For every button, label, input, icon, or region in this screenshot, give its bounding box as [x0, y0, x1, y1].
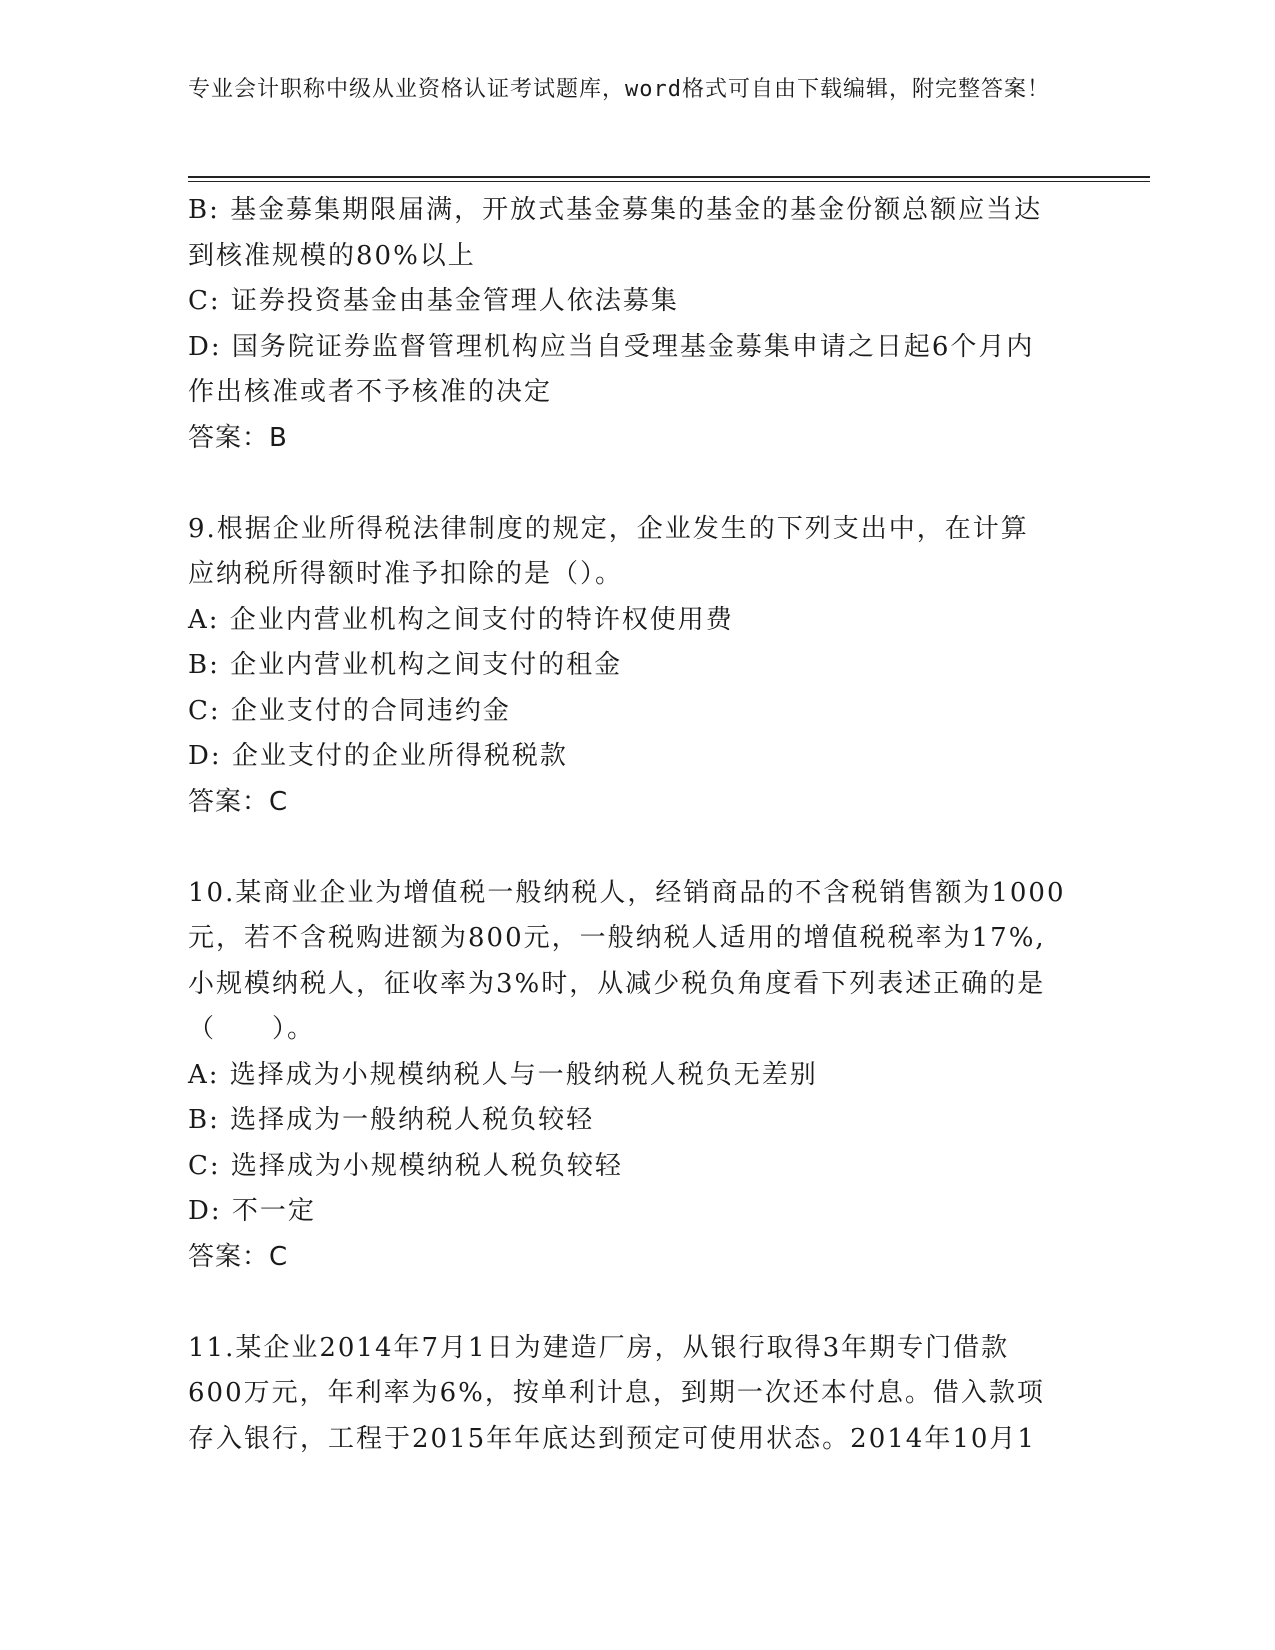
header-rule-thick — [188, 176, 1150, 178]
question-stem-line-2: 应纳税所得额时准予扣除的是（）。 — [188, 559, 624, 589]
option-c: C: 证券投资基金由基金管理人依法募集 — [188, 286, 679, 316]
question-stem-line-4: （ ）。 — [188, 1014, 316, 1044]
option-c: C: 企业支付的合同违约金 — [188, 695, 511, 726]
question-10 — [188, 871, 1088, 1281]
question-9 — [188, 507, 1088, 826]
option-d: D: 企业支付的企业所得税税款 — [188, 741, 568, 771]
option-b-line-2: 到核准规模的80%以上 — [188, 240, 476, 271]
question-stem-line-1: 10.某商业企业为增值税一般纳税人，经销商品的不含税销售额为1000 — [188, 877, 1066, 908]
question-8-tail — [188, 188, 1088, 461]
question-11 — [188, 1326, 1088, 1463]
spacer — [188, 825, 1088, 871]
option-d: D: 不一定 — [188, 1196, 316, 1226]
spacer — [188, 1280, 1088, 1326]
question-stem-line-3: 存入银行，工程于2015年年底达到预定可使用状态。2014年10月1 — [188, 1423, 1036, 1454]
option-c: C: 选择成为小规模纳税人税负较轻 — [188, 1150, 623, 1181]
spacer — [188, 461, 1088, 507]
option-b: B: 选择成为一般纳税人税负较轻 — [188, 1105, 595, 1135]
option-d-line-1: D: 国务院证券监督管理机构应当自受理基金募集申请之日起6个月内 — [188, 331, 1035, 362]
answer: 答案：B — [188, 422, 288, 453]
page-header: 专业会计职称中级从业资格认证考试题库，word格式可自由下载编辑，附完整答案！ — [188, 77, 1050, 102]
question-stem-line-2: 600万元，年利率为6%，按单利计息，到期一次还本付息。借入款项 — [188, 1378, 1045, 1408]
option-a: A: 选择成为小规模纳税人与一般纳税人税负无差别 — [188, 1059, 818, 1090]
option-b-line-1: B: 基金募集期限届满，开放式基金募集的基金的基金份额总额应当达 — [188, 195, 1043, 225]
question-content — [188, 188, 1088, 1462]
question-stem-line-1: 9.根据企业所得税法律制度的规定，企业发生的下列支出中，在计算 — [188, 513, 1029, 544]
question-stem-line-3: 小规模纳税人，征收率为3%时，从减少税负角度看下列表述正确的是 — [188, 968, 1046, 999]
question-stem-line-1: 11.某企业2014年7月1日为建造厂房，从银行取得3年期专门借款 — [188, 1332, 1010, 1363]
answer: 答案：C — [188, 1241, 289, 1272]
question-stem-line-2: 元，若不含税购进额为800元，一般纳税人适用的增值税税率为17%, — [188, 923, 1046, 953]
option-a: A: 企业内营业机构之间支付的特许权使用费 — [188, 604, 734, 635]
option-d-line-2: 作出核准或者不予核准的决定 — [188, 377, 553, 407]
option-b: B: 企业内营业机构之间支付的租金 — [188, 650, 623, 680]
header-rule-thin — [188, 181, 1150, 182]
answer: 答案：C — [188, 786, 289, 817]
